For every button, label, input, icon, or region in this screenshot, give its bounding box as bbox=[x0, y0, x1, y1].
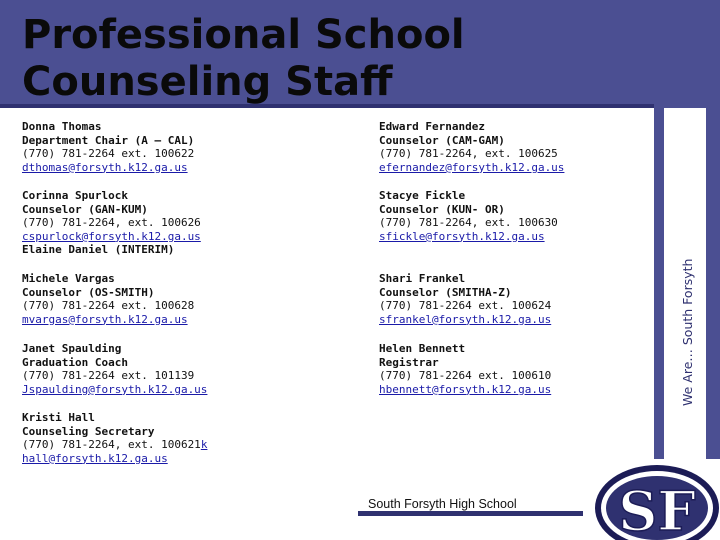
staff-entry-edward-fernandez bbox=[379, 120, 564, 174]
staff-name: Donna Thomas bbox=[22, 120, 102, 133]
staff-name: Corinna Spurlock bbox=[22, 189, 128, 202]
staff-phone: (770) 781-2264 ext. 100622 bbox=[22, 147, 195, 161]
staff-name: Shari Frankel bbox=[379, 272, 466, 285]
staff-phone: (770) 781-2264 ext. 101139 bbox=[22, 369, 195, 383]
staff-entry-shari-frankel bbox=[379, 272, 551, 326]
page-title-line-1: Professional School bbox=[22, 12, 465, 58]
staff-name: Helen Bennett bbox=[379, 342, 466, 355]
staff-role: Registrar bbox=[379, 355, 439, 369]
staff-role: Graduation Coach bbox=[22, 355, 128, 369]
side-tagline: We Are… South Forsyth bbox=[680, 258, 695, 406]
logo-initials: SF bbox=[618, 479, 696, 540]
staff-entry-kristi-hall bbox=[22, 411, 207, 465]
staff-email-link[interactable]: dthomas@forsyth.k12.ga.us bbox=[22, 160, 188, 174]
staff-phone: (770) 781-2264, ext. 100625 bbox=[379, 147, 558, 161]
staff-phone: (770) 781-2264, ext. 100630 bbox=[379, 216, 558, 230]
staff-phone-row bbox=[22, 438, 207, 452]
staff-entry-janet-spaulding bbox=[22, 342, 207, 396]
staff-email-link[interactable]: hall@forsyth.k12.ga.us bbox=[22, 451, 168, 465]
staff-email-link[interactable]: Jspaulding@forsyth.k12.ga.us bbox=[22, 382, 208, 396]
staff-email-link[interactable]: hbennett@forsyth.k12.ga.us bbox=[379, 382, 552, 396]
staff-entry-helen-bennett bbox=[379, 342, 551, 396]
page-title bbox=[22, 12, 642, 106]
staff-role: Counselor (GAN-KUM) bbox=[22, 202, 148, 216]
staff-role: Counselor (SMITHA-Z) bbox=[379, 285, 512, 299]
staff-role: Department Chair (A – CAL) bbox=[22, 133, 195, 147]
staff-interim-note: Elaine Daniel (INTERIM) bbox=[22, 243, 175, 257]
staff-phone: (770) 781-2264 ext. 100610 bbox=[379, 369, 552, 383]
staff-role: Counseling Secretary bbox=[22, 424, 155, 438]
staff-phone: (770) 781-2264, ext. 100621 bbox=[22, 438, 201, 452]
staff-entry-stacye-fickle bbox=[379, 189, 558, 243]
staff-role: Counselor (KUN- OR) bbox=[379, 202, 505, 216]
footer-rule bbox=[358, 511, 583, 516]
staff-phone: (770) 781-2264, ext. 100626 bbox=[22, 216, 201, 230]
staff-entry-michele-vargas bbox=[22, 272, 194, 326]
staff-role: Counselor (CAM-GAM) bbox=[379, 133, 505, 147]
staff-email-link[interactable]: mvargas@forsyth.k12.ga.us bbox=[22, 312, 188, 326]
staff-email-link[interactable]: cspurlock@forsyth.k12.ga.us bbox=[22, 229, 201, 243]
staff-phone: (770) 781-2264 ext. 100624 bbox=[379, 299, 552, 313]
school-logo bbox=[594, 460, 720, 540]
staff-phone: (770) 781-2264 ext. 100628 bbox=[22, 299, 195, 313]
staff-entry-corinna-spurlock bbox=[22, 189, 201, 257]
staff-name: Michele Vargas bbox=[22, 272, 115, 285]
staff-entry-donna-thomas bbox=[22, 120, 194, 174]
staff-name: Edward Fernandez bbox=[379, 120, 485, 133]
staff-email-link[interactable]: sfrankel@forsyth.k12.ga.us bbox=[379, 312, 552, 326]
staff-role: Counselor (OS-SMITH) bbox=[22, 285, 155, 299]
staff-email-link-start[interactable]: k bbox=[200, 438, 208, 452]
footer-school-name: South Forsyth High School bbox=[368, 497, 517, 511]
staff-email-link[interactable]: efernandez@forsyth.k12.ga.us bbox=[379, 160, 565, 174]
staff-name: Stacye Fickle bbox=[379, 189, 466, 202]
staff-name: Kristi Hall bbox=[22, 411, 95, 424]
staff-email-link[interactable]: sfickle@forsyth.k12.ga.us bbox=[379, 229, 545, 243]
page-title-line-2: Counseling Staff bbox=[22, 59, 393, 105]
staff-name: Janet Spaulding bbox=[22, 342, 122, 355]
